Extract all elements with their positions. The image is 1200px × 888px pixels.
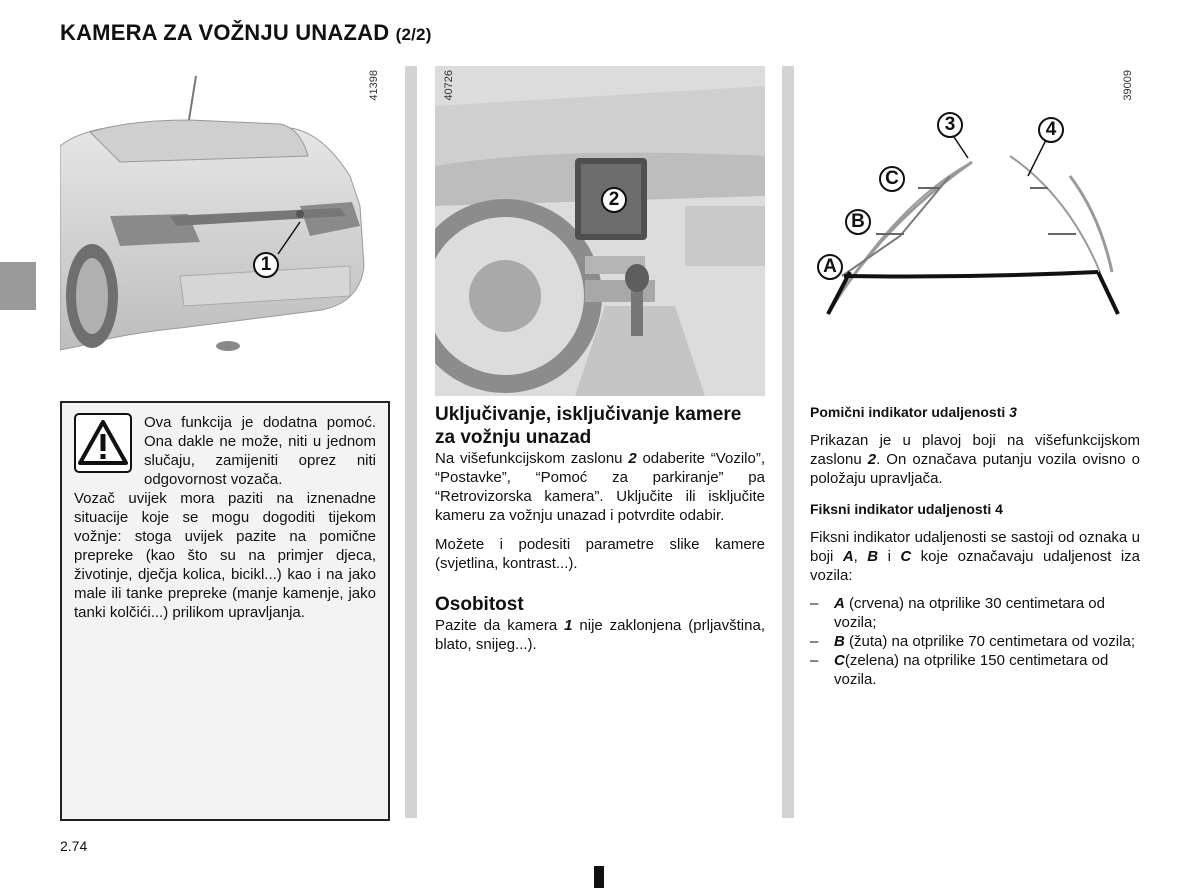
text-run: , — [853, 548, 868, 565]
right-column-text — [810, 403, 1140, 689]
heading-fixed-indicator: Fiksni indikator udaljenosti 4 — [810, 501, 1003, 517]
text-run: Na višefunkcijskom zaslonu — [435, 450, 629, 467]
text-run: (žuta) na otprilike 70 centimetara od vozila; — [844, 633, 1135, 650]
paragraph-settings: Možete i podesiti parametre slike kamere (svjetlina, kontrast...). — [435, 536, 765, 572]
figure-code-diagram: 39009 — [1122, 70, 1134, 101]
figure-code-dash: 40726 — [443, 70, 455, 101]
list-item — [810, 594, 1140, 632]
text-run: koje označavaju udaljenost iza vozila: — [810, 548, 1140, 584]
list-letter: A — [834, 595, 845, 612]
ref-marker-b: B — [867, 548, 879, 565]
text-run: Prikazan je u plavoj boji na višefunkcijskom zaslonu — [810, 432, 1140, 468]
warning-text-body: Vozač uvijek mora paziti na iznenadne situacije koje se mogu dogoditi tijekom vožnje: stoga uvijek pazite na pomične prepreke (kao što su na primjer djeca, životinje, dječja kolica, bicikl...) kao i na jako male ili tanke prepreke (manje kamenje, jako tanki kolčići...) prilikom upravljanja. — [74, 490, 376, 621]
ref-indicator-3: 3 — [1009, 404, 1017, 420]
paragraph-moving-indicator — [810, 431, 1140, 488]
list-letter: B — [834, 633, 845, 650]
list-dash: – — [810, 633, 819, 650]
distance-list — [810, 594, 1140, 689]
car-rear-drawing — [60, 66, 390, 362]
page-title — [60, 20, 432, 46]
warning-text-top: Ova funkcija je dodatna pomoć. Ona dakle ne može, niti u jednom slučaju, zamijeniti oprez niti odgovornost vozača. — [144, 414, 376, 488]
page-marker — [594, 866, 604, 888]
list-item — [810, 632, 1140, 651]
paragraph-fixed-indicator — [810, 528, 1140, 585]
heading-special: Osobitost — [435, 594, 524, 615]
column-separator-right — [782, 66, 794, 818]
callout-marker-a: A — [817, 254, 843, 280]
callout-screen: 2 — [601, 187, 627, 213]
figure-code-car: 41398 — [368, 70, 380, 101]
car-rear-illustration — [60, 66, 390, 362]
ref-screen-number: 2 — [628, 450, 637, 467]
paragraph-activation — [435, 449, 765, 525]
list-item — [810, 651, 1140, 689]
paragraph-special — [435, 616, 765, 654]
callout-marker-b: B — [845, 209, 871, 235]
text-run: Fiksni indikator udaljenosti se sastoji od oznaka u boji — [810, 529, 1140, 565]
warning-triangle-icon — [74, 413, 132, 473]
text-run: (zelena) na otprilike 150 centimetara od vozila. — [834, 652, 1109, 688]
text-run: Pomični indikator udaljenosti — [810, 404, 1010, 420]
title-main: KAMERA ZA VOŽNJU UNAZAD — [60, 20, 390, 45]
dashboard-drawing — [435, 66, 765, 396]
text-run: i — [878, 548, 901, 565]
list-item-text — [834, 632, 1135, 651]
callout-moving-indicator: 3 — [937, 112, 963, 138]
text-run: . On označava putanju vozila ovisno o položaju upravljača. — [810, 451, 1140, 487]
guidelines-drawing — [800, 66, 1145, 336]
text-run: odaberite “Vozilo”, “Postavke”, “Pomoć za parkiranje” pa “Retrovizorska kamera”. Uključite ili isključite kameru za vožnju unazad i potvrdite odabir. — [435, 450, 765, 524]
ref-marker-c: C — [900, 548, 912, 565]
column-separator-left — [405, 66, 417, 818]
page-number: 2.74 — [60, 838, 88, 854]
text-run: nije zaklonjena (prljavština, blato, snijeg...). — [435, 617, 765, 653]
callout-marker-c: C — [879, 166, 905, 192]
guidelines-diagram — [800, 66, 1145, 336]
ref-camera-number: 1 — [564, 617, 573, 634]
list-dash: – — [810, 595, 819, 612]
list-dash: – — [810, 652, 819, 669]
warning-box — [60, 401, 390, 821]
callout-camera: 1 — [253, 252, 279, 278]
dashboard-illustration — [435, 66, 765, 396]
heading-activation: Uključivanje, isključivanje kamere za vožnju unazad — [435, 404, 742, 448]
title-subtitle: (2/2) — [395, 25, 432, 44]
ref-marker-a: A — [842, 548, 854, 565]
callout-fixed-indicator: 4 — [1038, 117, 1064, 143]
section-tab — [0, 262, 36, 310]
text-run: Pazite da kamera — [435, 617, 565, 634]
middle-column-text — [435, 403, 765, 654]
list-letter: C — [834, 652, 845, 669]
heading-moving-indicator — [810, 403, 1140, 422]
ref-screen-number: 2 — [867, 451, 877, 468]
list-item-text — [834, 651, 1140, 689]
text-run: (crvena) na otprilike 30 centimetara od vozila; — [834, 595, 1105, 631]
list-item-text — [834, 594, 1140, 632]
